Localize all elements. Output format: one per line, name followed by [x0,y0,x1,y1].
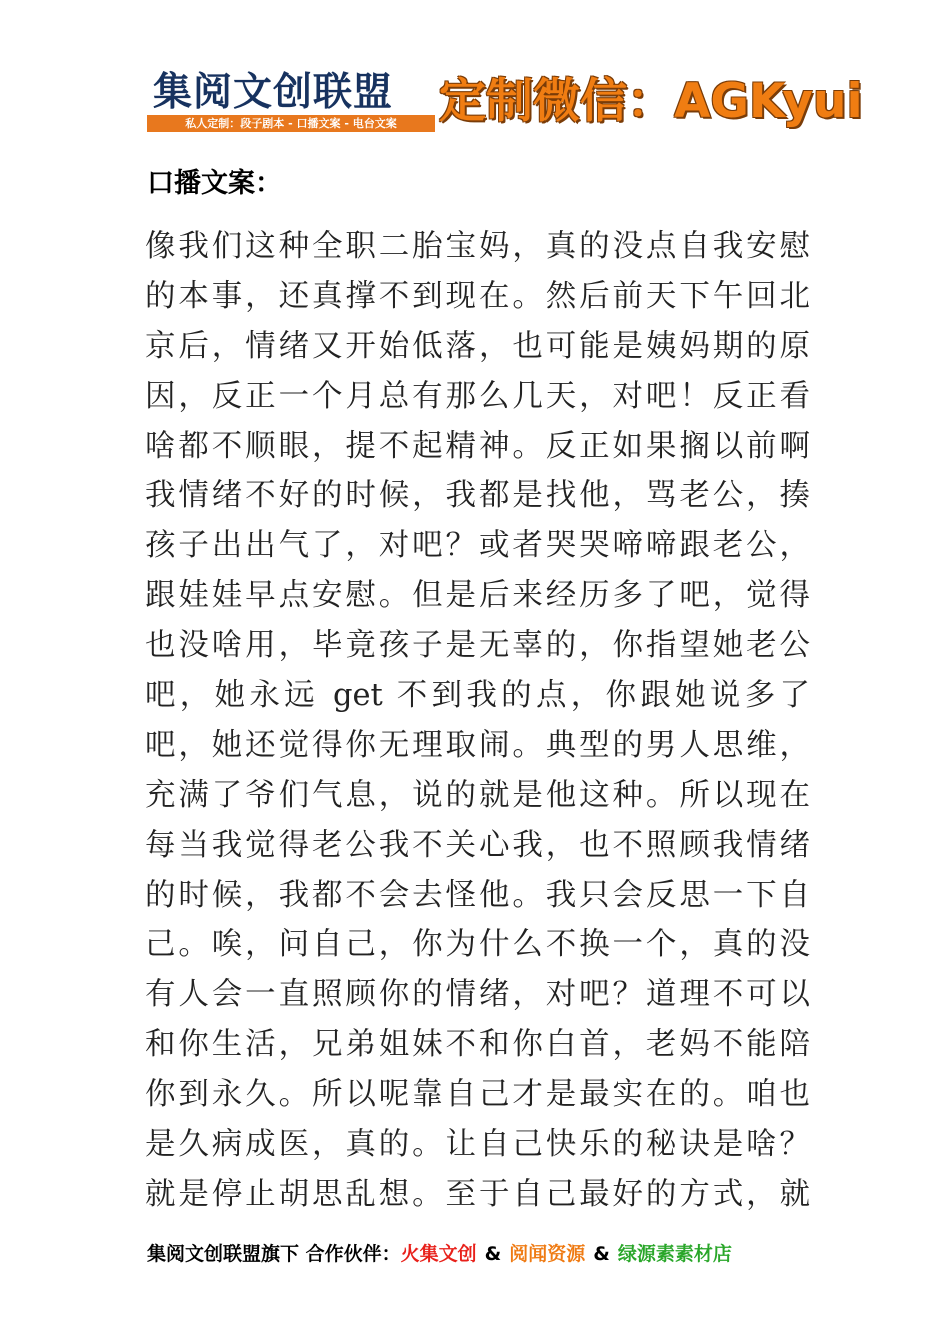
body-line: 己。唉，问自己，你为什么不换一个，真的没 [145,927,810,963]
body-line: 有人会一直照顾你的情绪，对吧？道理不可以 [145,977,810,1013]
body-text [145,222,810,1220]
body-line: 也没啥用，毕竟孩子是无辜的，你指望她老公 [145,628,810,664]
body-line: 充满了爷们气息，说的就是他这种。所以现在 [145,777,810,813]
body-line: 的时候，我都不会去怪他。我只会反思一下自 [145,877,810,913]
wechat-contact: 定制微信：AGKyui [439,74,863,129]
header-banner [147,68,887,138]
body-line: 吧，她还觉得你无理取闹。典型的男人思维， [145,727,810,763]
body-line: 我情绪不好的时候，我都是找他，骂老公，揍 [145,478,810,514]
partner-1: 火集文创 [400,1243,477,1265]
footer-prefix: 集阅文创联盟旗下 合作伙伴： [147,1243,401,1265]
body-line: 就是停止胡思乱想。至于自己最好的方式，就 [145,1176,810,1212]
partner-2: 阅闻资源 [509,1243,586,1265]
body-line: 是久病成医，真的。让自己快乐的秘诀是啥？ [145,1127,810,1163]
body-line: 像我们这种全职二胎宝妈，真的没点自我安慰 [145,229,810,264]
body-line: 吧，她永远 get 不到我的点，你跟她说多了 [145,678,810,714]
section-heading: 口播文案： [147,168,282,199]
body-line: 因，反正一个月总有那么几天，对吧！反正看 [145,378,810,414]
partner-3: 绿源素素材店 [617,1243,732,1265]
brand-tagline: 私人定制：段子剧本 - 口播文案 - 电台文案 [147,115,435,132]
body-line: 你到永久。所以呢靠自己才是最实在的。咱也 [145,1077,810,1113]
body-line: 和你生活，兄弟姐妹不和你白首，老妈不能陪 [145,1027,810,1063]
footer-ampersand: & [484,1243,502,1265]
brand-name: 集阅文创联盟 [153,70,394,115]
body-line: 跟娃娃早点安慰。但是后来经历多了吧，觉得 [145,578,810,614]
footer-ampersand: & [593,1243,610,1265]
brand-logo [147,68,437,134]
footer-partners [147,1240,732,1268]
body-line: 啥都不顺眼，提不起精神。反正如果搁以前啊 [145,428,810,464]
body-line: 孩子出出气了，对吧？或者哭哭啼啼跟老公， [145,528,810,564]
body-line: 的本事，还真撑不到现在。然后前天下午回北 [145,278,810,314]
body-line: 每当我觉得老公我不关心我，也不照顾我情绪 [145,827,810,863]
body-line: 京后，情绪又开始低落，也可能是姨妈期的原 [145,328,810,364]
